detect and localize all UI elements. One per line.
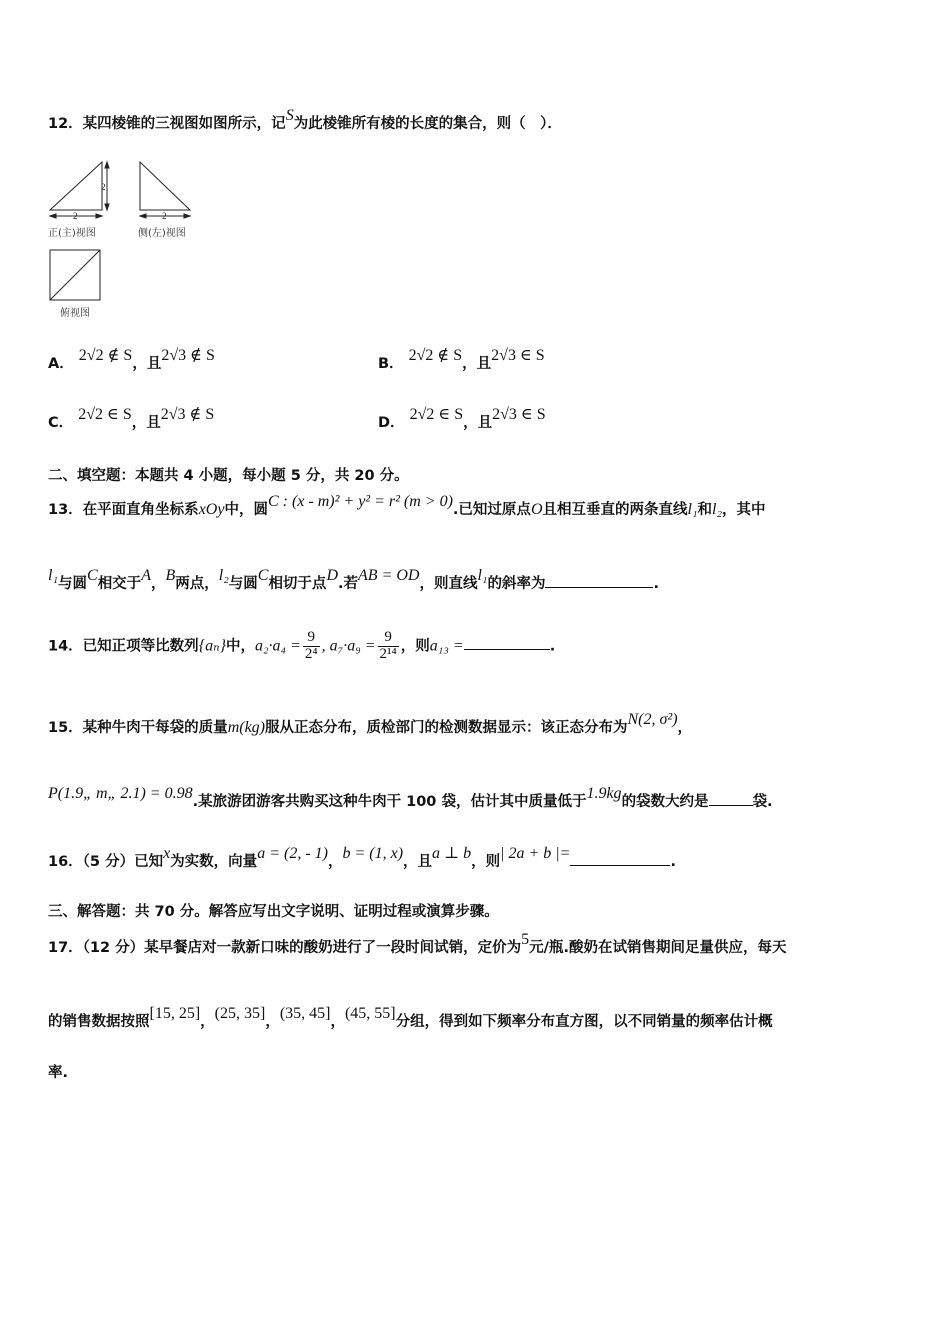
q13-l2-m4: B bbox=[165, 567, 176, 584]
question-16 bbox=[48, 845, 676, 871]
q13-t5: 和 bbox=[697, 502, 713, 518]
option-b-letter: B． bbox=[378, 356, 404, 372]
q14-m4: a₁₃ = bbox=[429, 637, 464, 655]
question-17-line-2 bbox=[48, 1005, 773, 1031]
option-d-letter: D． bbox=[378, 415, 405, 431]
q16-answer-blank[interactable] bbox=[570, 851, 670, 866]
q13-m1: xOy bbox=[198, 501, 225, 518]
q13-l2-m7: D bbox=[326, 567, 338, 584]
top-view-label: 俯视图 bbox=[60, 308, 90, 319]
q13-l2-t3: ， bbox=[150, 576, 166, 592]
question-15-line-2 bbox=[48, 785, 773, 811]
q13-l2-m2: C bbox=[87, 567, 98, 584]
q16-t1: 16．（5 分）已知 bbox=[48, 854, 164, 870]
section-2-heading: 二、填空题：本题共 4 小题，每小题 5 分，共 20 分。 bbox=[48, 468, 409, 484]
q13-m5: l₂ bbox=[712, 501, 723, 518]
question-17-line-1 bbox=[48, 931, 787, 957]
q13-t2: 中，圆 bbox=[224, 502, 268, 518]
q15-l2-t2: 的袋数大约是 bbox=[621, 794, 709, 810]
q13-l2-m8: AB = OD bbox=[358, 567, 420, 584]
q15-t2: 服从正态分布，质检部门的检测数据显示：该正态分布为 bbox=[265, 720, 628, 736]
q17-t2: 元/瓶.酸奶在试销售期间足量供应，每天 bbox=[529, 940, 787, 956]
q13-t3: .已知过原点 bbox=[452, 502, 531, 518]
option-c-p2: 2√3 ∉ S bbox=[160, 406, 215, 423]
q13-m4: l₁ bbox=[687, 501, 698, 518]
q13-l2-t6: 相切于点 bbox=[268, 576, 327, 592]
option-c[interactable] bbox=[48, 406, 215, 432]
q16-end: . bbox=[670, 854, 676, 870]
q16-m4: a ⊥ b bbox=[432, 845, 472, 862]
q13-end: . bbox=[653, 576, 659, 592]
q16-t2: 为实数，向量 bbox=[170, 854, 258, 870]
option-a-p1: 2√2 ∉ S bbox=[78, 347, 133, 364]
q14-t2: 中， bbox=[225, 638, 255, 655]
option-a-conj: ，且 bbox=[132, 356, 162, 372]
q12-text-a: 12．某四棱锥的三视图如图所示，记 bbox=[48, 116, 286, 132]
option-d-p2: 2√3 ∈ S bbox=[492, 406, 546, 423]
q16-m3: b = (1, x) bbox=[342, 845, 404, 862]
option-b[interactable] bbox=[378, 347, 545, 373]
q15-t1: 15．某种牛肉干每袋的质量 bbox=[48, 720, 228, 736]
q17-sep-3: ， bbox=[330, 1014, 345, 1030]
q17-interval-2: (25, 35] bbox=[214, 1005, 266, 1022]
option-c-letter: C． bbox=[48, 415, 74, 431]
q13-t6: ，其中 bbox=[722, 502, 766, 518]
q14-end: . bbox=[549, 638, 556, 655]
q13-l2-m6: C bbox=[257, 567, 269, 584]
q15-m2: N(2, σ²) bbox=[627, 711, 678, 728]
q14-t1: 14．已知正项等比数列 bbox=[48, 638, 199, 655]
section-3-heading: 三、解答题：共 70 分。解答应写出文字说明、证明过程或演算步骤。 bbox=[48, 904, 499, 920]
option-c-p1: 2√2 ∈ S bbox=[78, 406, 132, 423]
three-view-figure bbox=[44, 158, 204, 320]
option-b-p2: 2√3 ∈ S bbox=[491, 347, 545, 364]
q15-l2-t3: 袋. bbox=[752, 794, 773, 810]
front-dim-w: 2 bbox=[73, 211, 78, 221]
q17-l2-t2: 分组，得到如下频率分布直方图，以不同销量的频率估计概 bbox=[395, 1014, 773, 1030]
q12-text-b: 为此棱锥所有棱的长度的集合，则（ ）． bbox=[293, 116, 562, 132]
option-d[interactable] bbox=[378, 406, 546, 432]
option-a-p2: 2√3 ∉ S bbox=[161, 347, 215, 364]
q16-t5: ，则 bbox=[471, 854, 501, 870]
q14-m1: {aₙ} bbox=[198, 637, 226, 655]
side-view bbox=[140, 162, 190, 218]
option-d-conj: ，且 bbox=[463, 415, 493, 431]
question-12 bbox=[48, 107, 562, 133]
q13-answer-blank[interactable] bbox=[545, 573, 653, 588]
q17-l2-t1: 的销售数据按照 bbox=[48, 1014, 150, 1030]
q17-interval-4: (45, 55] bbox=[344, 1005, 396, 1022]
q13-m3: O bbox=[530, 501, 543, 518]
q14-m2: a₂·a₄ = bbox=[254, 637, 301, 655]
q14-frac-1-den: 2⁴ bbox=[304, 645, 318, 662]
q14-answer-blank[interactable] bbox=[464, 635, 550, 650]
q14-frac-1-num: 9 bbox=[303, 630, 320, 647]
question-14 bbox=[48, 630, 555, 663]
option-a-letter: A． bbox=[48, 356, 74, 372]
q13-l2-t5: 与圆 bbox=[228, 576, 258, 592]
q17-t1: 17．（12 分）某早餐店对一款新口味的酸奶进行了一段时间试销，定价为 bbox=[48, 940, 522, 956]
q14-t3: ，则 bbox=[400, 638, 430, 655]
option-a[interactable] bbox=[48, 347, 215, 373]
q17-interval-3: (35, 45] bbox=[279, 1005, 331, 1022]
q14-frac-1 bbox=[303, 630, 320, 663]
q16-t4: ，且 bbox=[403, 854, 433, 870]
q16-m2: a = (2, - 1) bbox=[257, 845, 328, 862]
front-view-label: 正(主)视图 bbox=[48, 228, 96, 239]
q13-l2-t7: .若 bbox=[338, 576, 359, 592]
q15-answer-blank[interactable] bbox=[709, 791, 753, 806]
q17-sep-1: ， bbox=[200, 1014, 215, 1030]
q13-l2-m9: l₁ bbox=[477, 567, 488, 584]
front-dim-h: 2 bbox=[101, 182, 106, 192]
question-13-line-1 bbox=[48, 493, 766, 519]
q15-l2-m1: P(1.9„ m„ 2.1) = 0.98 bbox=[48, 785, 193, 802]
q13-l2-m5: l₂ bbox=[218, 567, 229, 584]
q13-circle-eq: C : (x - m)² + y² = r² (m > 0) bbox=[267, 493, 453, 510]
q15-t3: ， bbox=[677, 720, 693, 736]
q16-m1: x bbox=[163, 845, 171, 862]
question-15-line-1 bbox=[48, 711, 693, 737]
option-c-conj: ，且 bbox=[131, 415, 161, 431]
q13-l2-t4: 两点， bbox=[175, 576, 219, 592]
option-b-conj: ，且 bbox=[462, 356, 492, 372]
q15-m1: m(kg) bbox=[227, 719, 265, 736]
q12-var-s: S bbox=[285, 107, 294, 124]
q13-l2-t9: 的斜率为 bbox=[487, 576, 546, 592]
q16-t3: ， bbox=[327, 854, 343, 870]
option-b-p1: 2√2 ∉ S bbox=[408, 347, 463, 364]
q17-sep-2: ， bbox=[265, 1014, 280, 1030]
q14-frac-2-num: 9 bbox=[378, 630, 399, 647]
q14-frac-2-den: 2¹⁴ bbox=[379, 645, 397, 662]
q13-t4: 且相互垂直的两条直线 bbox=[542, 502, 688, 518]
q13-l2-t2: 相交于 bbox=[97, 576, 142, 592]
q17-interval-1: [15, 25] bbox=[149, 1005, 201, 1022]
q17-m1: 5 bbox=[521, 931, 530, 948]
q15-l2-t1: .某旅游团游客共购买这种牛肉干 100 袋，估计其中质量低于 bbox=[192, 794, 587, 810]
question-17-line-3: 率. bbox=[48, 1065, 69, 1081]
q13-t1: 13．在平面直角坐标系 bbox=[48, 502, 199, 518]
side-dim-w: 2 bbox=[162, 211, 167, 221]
option-d-p1: 2√2 ∈ S bbox=[409, 406, 464, 423]
q13-l2-m1: l₁ bbox=[48, 567, 59, 584]
q14-m3: , a₇·a₉ = bbox=[321, 637, 376, 655]
q13-l2-m3: A bbox=[141, 567, 151, 584]
q13-l2-t8: ，则直线 bbox=[419, 576, 478, 592]
side-view-label: 侧(左)视图 bbox=[138, 228, 186, 239]
q13-l2-t1: 与圆 bbox=[58, 576, 88, 592]
q14-frac-2 bbox=[378, 630, 399, 663]
q16-m5: | 2a + b |= bbox=[500, 845, 571, 862]
top-view bbox=[50, 250, 100, 300]
q15-l2-m2: 1.9kg bbox=[586, 785, 622, 802]
question-13-line-2 bbox=[48, 567, 659, 593]
